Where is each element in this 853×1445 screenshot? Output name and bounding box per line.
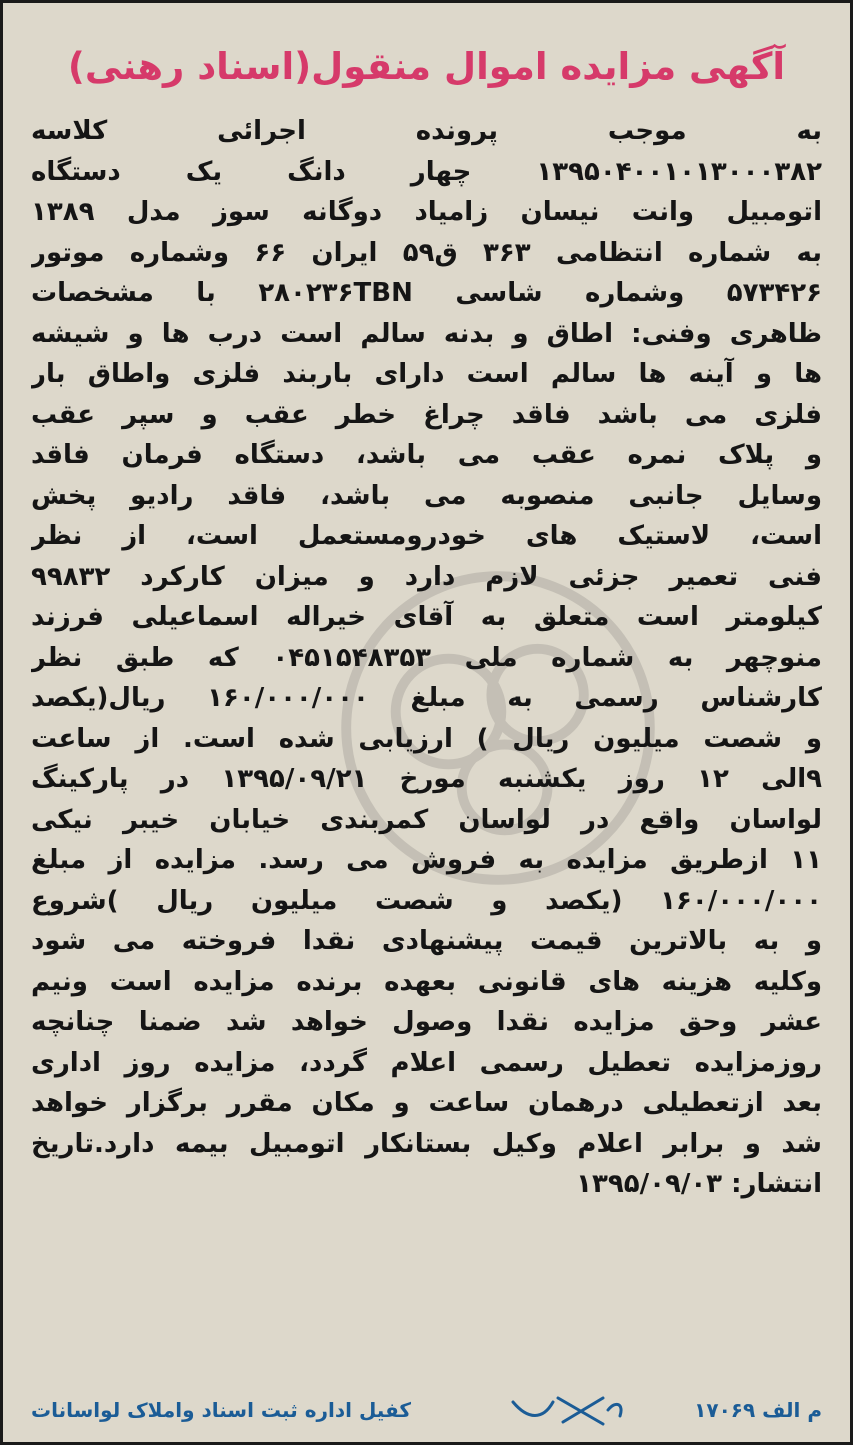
notice-body — [31, 111, 822, 1205]
notice-line: فلزی می باشد فاقد چراغ خطر عقب و سپر عقب — [31, 399, 822, 430]
notice-line: لواسان واقع در لواسان کمربندی خیابان خیبر نیکی — [31, 804, 822, 835]
notice-line: روزمزایده تعطیل رسمی اعلام گردد، مزایده روز اداری — [31, 1047, 822, 1078]
notice-line: بعد ازتعطیلی درهمان ساعت و مکان مقرر برگزار خواهد — [31, 1088, 822, 1118]
notice-line: ۱۱ ازطریق مزایده به فروش می رسد. مزایده از مبلغ — [31, 845, 822, 875]
notice-line: منوچهر به شماره ملی ۰۴۵۱۵۴۸۳۵۳ که طبق نظر — [31, 642, 822, 673]
notice-footer — [31, 1392, 822, 1428]
reference-number: م الف ۱۷۰۶۹ — [694, 1398, 822, 1422]
notice-line: به شماره انتظامی ۳۶۳ ق۵۹ ایران ۶۶ وشماره موتور — [31, 237, 822, 268]
notice-line: شد و برابر اعلام وکیل بستانکار اتومبیل بیمه دارد.تاریخ — [31, 1128, 822, 1159]
notice-line: ۵۷۳۴۲۶ وشماره شاسی ۲۸۰۲۳۶TBN با مشخصات — [31, 278, 822, 308]
notice-line: و به بالاترین قیمت پیشنهادی نقدا فروخته می شود — [31, 926, 822, 956]
notice-line: و پلاک نمره عقب می باشد، دستگاه فرمان فاقد — [31, 440, 822, 470]
notice-line: وسایل جانبی منصوبه می باشد، فاقد رادیو پخش — [31, 480, 822, 511]
issuing-office: کفیل اداره ثبت اسناد واملاک لواسانات — [31, 1398, 411, 1422]
notice-line: ظاهری وفنی: اطاق و بدنه سالم است درب ها و شیشه — [31, 318, 822, 349]
notice-line: کارشناس رسمی به مبلغ ۱۶۰/۰۰۰/۰۰۰ ریال(یکصد — [31, 683, 822, 713]
notice-line: کیلومتر است متعلق به آقای خیراله اسماعیلی فرزند — [31, 602, 822, 632]
notice-title: آگهی مزایده اموال منقول(اسناد رهنی) — [67, 45, 786, 88]
notice-line: ۱۶۰/۰۰۰/۰۰۰ (یکصد و شصت میلیون ریال )شروع — [31, 885, 822, 916]
notice-line: ۱۳۹۵۰۴۰۰۱۰۱۳۰۰۰۳۸۲ چهار دانگ یک دستگاه — [31, 156, 822, 187]
notice-line: اتومبیل وانت نیسان زامیاد دوگانه سوز مدل ۱۳۸۹ — [31, 197, 822, 227]
notice-line: و شصت میلیون ریال ) ارزیابی شده است. از ساعت — [31, 723, 822, 754]
notice-line: ۹الی ۱۲ روز یکشنبه مورخ ۱۳۹۵/۰۹/۲۱ در پارکینگ — [31, 764, 822, 794]
notice-line: به موجب پرونده اجرائی کلاسه — [31, 116, 822, 146]
notice-line: است، لاستیک های خودرومستعمل است، از نظر — [31, 521, 822, 551]
notice-line: عشر وحق مزایده نقدا وصول خواهد شد ضمنا چنانچه — [31, 1007, 822, 1037]
notice-line: وکلیه هزینه های قانونی بعهده برنده مزایده است ونیم — [31, 966, 822, 997]
notice-line: فنی تعمیر جزئی لازم دارد و میزان کارکرد ۹۹۸۳۲ — [31, 561, 822, 592]
notice-line: ها و آینه ها سالم است دارای باربند فلزی واطاق بار — [31, 359, 822, 389]
notice-line-publication-date: انتشار: ۱۳۹۵/۰۹/۰۳ — [576, 1169, 822, 1199]
